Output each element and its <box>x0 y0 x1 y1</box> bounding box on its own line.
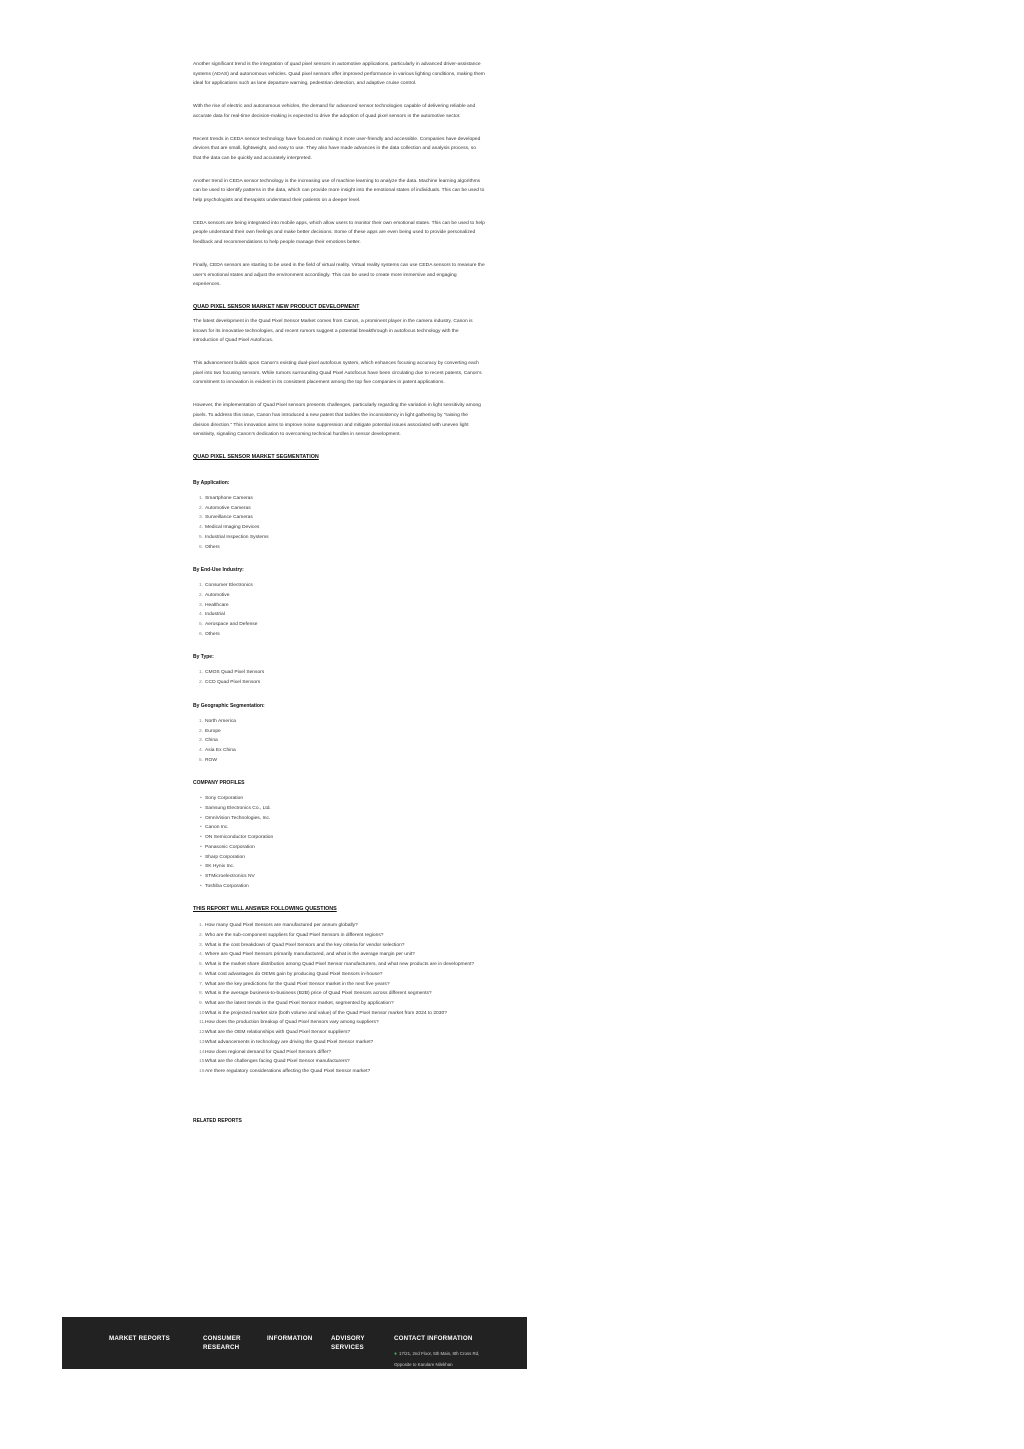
intro-paragraph: Another trend in CEDA sensor technology is the increasing use of machine learning to analyze the data. Machine learning algorithms can be used to identify patterns in the data, which can provide more insight into the emotional states of individuals. This can be used to help psychologists and therapists understand their patients on a deeper level. <box>193 178 485 204</box>
segment-type <box>193 653 485 687</box>
list-item: 4. Asia Ex China <box>199 747 236 753</box>
list-item: 2. Who are the sub-component suppliers for Quad Pixel Sensors in different regions? <box>199 933 384 939</box>
list-item: 2. Europe <box>199 728 221 734</box>
intro-paragraph: With the rise of electric and autonomous vehicles, the demand for advanced sensor technologies capable of delivering reliable and accurate data for real-time decision-making is expected to drive the adoption of quad pixel sensors in the automotive sector. <box>193 104 476 119</box>
intro-paragraph: CEDA sensors are being integrated into mobile apps, which allow users to monitor their own emotional states. This can be used to help people understand their own feelings and make better decisions. Some of these apps are even being used to provide personalized feedback and recommendations to help people manage their emotions better. <box>193 220 485 246</box>
list-item: 9. What are the latest trends in the Quad Pixel Sensor market, segmented by application? <box>199 1001 394 1006</box>
list-item: 3. What is the cost breakdown of Quad Pixel Sensors and the key criteria for vendor selection? <box>199 942 405 948</box>
intro-paragraph: Finally, CEDA sensors are starting to be used in the field of virtual reality. Virtual reality systems can use CEDA sensors to measure the user’s emotional states and adjust the environment accordingly. This can be used to create more immersive and engaging experiences. <box>193 262 485 288</box>
list-item: 7. What are the key predictions for the Quad Pixel Sensor market in the next five years? <box>199 981 390 987</box>
segment-list <box>193 494 485 552</box>
list-item: 5. Aerospace and Defense <box>199 622 258 628</box>
list-item: 6. Others <box>199 631 220 637</box>
company-profiles-heading: COMPANY PROFILES <box>193 780 245 787</box>
list-item: 3. China <box>199 738 218 744</box>
footer-consumer-research[interactable]: CONSUMER RESEARCH <box>203 1335 241 1351</box>
list-item: 4. Medical Imaging Devices <box>199 525 260 531</box>
list-item: • ON Semiconductor Corporation <box>200 835 274 841</box>
list-item: • STMicroelectronics NV <box>200 873 255 879</box>
list-item: 5. Industrial Inspection Systems <box>199 534 269 540</box>
segment-list <box>193 581 485 639</box>
intro-paragraph: Another significant trend is the integration of quad pixel sensors in automotive applications, particularly in advanced driver-assistance systems (ADAS) and autonomous vehicles. Quad pixel sensors offer improved performance in various lighting conditions, making them ideal for applications such as lane departure warning, pedestrian detection, and adaptive cruise control. <box>193 62 485 87</box>
list-item: 5. What is the market share distribution among Quad Pixel Sensor manufacturers, and what new products are in development? <box>199 962 475 968</box>
new-product-title: QUAD PIXEL SENSOR MARKET NEW PRODUCT DEVELOPMENT <box>193 303 360 310</box>
list-item: 1. Consumer Electronics <box>199 583 253 589</box>
questions-title: THIS REPORT WILL ANSWER FOLLOWING QUESTIONS <box>193 906 337 913</box>
segment-geo <box>193 702 485 766</box>
list-item: 2. Automotive Cameras <box>199 505 251 511</box>
related-reports-heading: RELATED REPORTS <box>193 1117 242 1124</box>
list-item: 5. ROW <box>199 757 217 763</box>
footer-advisory-services[interactable]: ADVISORY SERVICES <box>331 1335 365 1351</box>
list-item: 3. Healthcare <box>199 602 229 608</box>
list-item: 8. What is the average business-to-business (B2B) price of Quad Pixel Sensors across different segments? <box>199 991 432 997</box>
new-product-paragraph: This advancement builds upon Canon’s existing dual-pixel autofocus system, which enhances focusing accuracy by converting each pixel into two focusing sensors. While rumors surrounding Quad Pixel Autofocus have been circulating due to recent patents, Canon’s commitment to innovation is evident in its consistent placement among the top five companies in patent applications. <box>193 361 482 386</box>
list-item: 15. What are the challenges facing Quad Pixel Sensor manufacturers? <box>199 1059 350 1065</box>
list-item: 1. Smartphone Cameras <box>199 495 253 501</box>
company-list <box>193 794 485 891</box>
list-item: 1. CMOS Quad Pixel Sensors <box>199 670 265 676</box>
list-item: • Panasonic Corporation <box>200 844 255 850</box>
segment-list <box>193 717 485 766</box>
segment-application <box>193 479 485 552</box>
list-item: • Sharp Corporation <box>200 854 245 860</box>
list-item: 6. What cost advantages do OEMs gain by producing Quad Pixel Sensors in-house? <box>199 971 383 977</box>
new-product-paragraph: However, the implementation of Quad Pixel sensors presents challenges, particularly regarding the variation in light sensitivity among pixels. To address this issue, Canon has introduced a new patent that tackles the inconsistency in light gathering by “raising the division direction.” This innovation aims to improve noise suppression and mitigate potential issues associated with uneven light sensitivity, signaling Canon’s dedication to overcoming technical hurdles in sensor development. <box>193 403 481 438</box>
article-content <box>193 60 485 1125</box>
segment-heading: By Type: <box>193 654 214 661</box>
list-item: • OmniVision Technologies, Inc. <box>200 815 271 821</box>
list-item: 1. How many Quad Pixel Sensors are manufactured per annum globally? <box>199 923 358 929</box>
list-item: 1. North America <box>199 718 236 724</box>
list-item: • SK Hynix Inc. <box>200 864 235 870</box>
list-item: 14. How does regional demand for Quad Pixel Sensors differ? <box>199 1049 332 1055</box>
footer-information[interactable]: INFORMATION <box>267 1335 313 1342</box>
list-item: 11. How does the production breakup of Quad Pixel Sensors vary among suppliers? <box>199 1020 379 1026</box>
list-item: 16. Are there regulatory considerations affecting the Quad Pixel Sensor market? <box>199 1068 371 1074</box>
new-product-paragraph: The latest development in the Quad Pixel Sensor Market comes from Canon, a prominent player in the camera industry. Canon is known for its innovative technologies, and recent rumors suggest a potential breakthrough in autofocus technology with the introduction of Quad Pixel Autofocus. <box>193 318 473 344</box>
list-item: 13. What advancements in technology are driving the Quad Pixel Sensor market? <box>199 1039 374 1045</box>
list-item: 4. Where are Quad Pixel Sensors primarily manufactured, and what is the average margin per unit? <box>199 952 415 958</box>
site-footer <box>62 1317 527 1369</box>
questions-list <box>193 921 485 1076</box>
intro-paragraph: Recent trends in CEDA sensor technology have focused on making it more user-friendly and accessible. Companies have developed devices that are small, lightweight, and easy to use. They also have made advances in the data collection and analysis process, so that the data can be quickly and accurately interpreted. <box>193 136 481 161</box>
list-item: 6. Others <box>199 544 220 550</box>
footer-address-text: 17/21, 2nd Floor, 5th Main, 8th Cross Rd, Opposite to Karulare Nilekhan <box>394 1351 480 1367</box>
list-item: • Canon Inc. <box>200 825 229 831</box>
segment-heading: By Geographic Segmentation: <box>193 702 265 709</box>
segmentation-title: QUAD PIXEL SENSOR MARKET SEGMENTATION <box>193 453 319 460</box>
segment-heading: By Application: <box>193 479 230 486</box>
list-item: 2. CCD Quad Pixel Sensors <box>199 680 261 686</box>
list-item: • Toshiba Corporation <box>200 883 249 889</box>
list-item: 10. What is the projected market size (both volume and value) of the Quad Pixel Sensor market from 2024 to 2030? <box>199 1010 447 1016</box>
list-item: 4. Industrial <box>199 612 225 618</box>
list-item: • Samsung Electronics Co., Ltd. <box>200 806 271 812</box>
segment-heading: By End-Use Industry: <box>193 567 244 574</box>
list-item: • Sony Corporation <box>200 796 244 802</box>
list-item: 2. Automotive <box>199 592 230 598</box>
footer-contact-information: CONTACT INFORMATION <box>394 1335 473 1342</box>
footer-address <box>394 1349 494 1369</box>
list-item: 12. What are the OEM relationships with Quad Pixel Sensor suppliers? <box>199 1030 351 1036</box>
segment-end-use <box>193 566 485 639</box>
location-pin-icon: ● <box>394 1351 398 1357</box>
list-item: 3. Surveillance Cameras <box>199 515 253 521</box>
segment-list <box>193 668 485 687</box>
footer-market-reports[interactable]: MARKET REPORTS <box>109 1335 170 1342</box>
